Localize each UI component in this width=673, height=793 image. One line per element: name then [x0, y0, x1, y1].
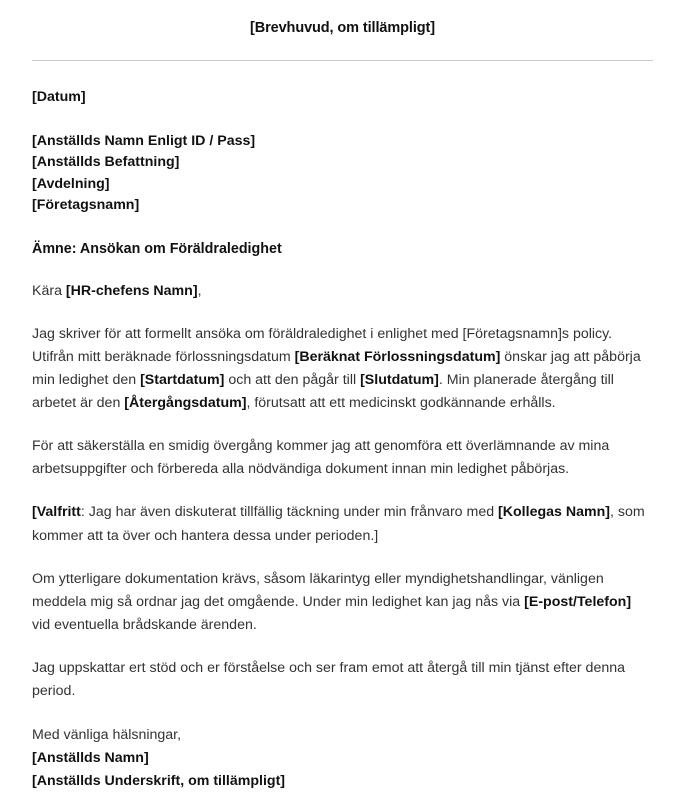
text-run: . Min planerade återgång till arbetet är den [32, 371, 614, 412]
text-run: Jag uppskattar ert stöd och er förståelse och ser fram emot att återgå till min tjänst efter denna period. [32, 660, 626, 700]
placeholder-token: [Kollegas Namn] [498, 504, 610, 521]
recipient-line: [Avdelning] [32, 175, 110, 192]
recipient-block [32, 131, 653, 217]
text-run: vid eventuella brådskande ärenden. [32, 617, 257, 634]
paragraph-gratitude [32, 657, 653, 703]
salutation-placeholder: [HR-chefens Namn] [65, 283, 198, 300]
text-run: För att säkerställa en smidig övergång kommer jag att genomföra ett överlämnande av mina arbetsuppgifter och förbereda alla nödvändiga dokument innan min ledighet påbörjas. [32, 438, 610, 478]
closing-block [32, 724, 653, 793]
letter-body [32, 323, 653, 704]
signature-line-placeholder: [Anställds Underskrift, om tillämpligt] [32, 773, 286, 790]
subject-line: Ämne: Ansökan om Föräldraledighet [32, 240, 282, 257]
date-placeholder: [Datum] [32, 89, 86, 106]
paragraph-handover [32, 435, 653, 481]
text-run: Jag skriver för att formellt ansöka om föräldraledighet i enlighet med [Företagsnamn]s policy. Utifrån mitt beräknade förlossningsdatum [32, 325, 613, 365]
text-run: : Jag har även diskuterat tillfällig täckning under min frånvaro med [80, 504, 499, 521]
text-run: Om ytterligare dokumentation krävs, såsom läkarintyg eller myndighetshandlingar, vänligen meddela mig så ordnar jag det omgående. Under min ledighet kan jag nås via [32, 570, 604, 610]
text-run: , förutsatt att ett medicinskt godkännande erhålls. [246, 395, 556, 412]
letterhead-placeholder: [Brevhuvud, om tillämpligt] [249, 20, 435, 36]
recipient-line: [Anställds Befattning] [32, 154, 180, 171]
text-run: önskar jag att påbörja min ledighet den [32, 348, 641, 388]
signature-name-placeholder: [Anställds Namn] [32, 750, 149, 767]
salutation [32, 281, 653, 302]
placeholder-token: [E-post/Telefon] [524, 593, 632, 610]
paragraph-documentation [32, 568, 653, 637]
salutation-suffix: , [197, 283, 202, 300]
placeholder-token: [Startdatum] [140, 371, 225, 388]
placeholder-token: [Beräknat Förlossningsdatum] [294, 348, 501, 365]
placeholder-token: [Valfritt [32, 504, 81, 521]
recipient-line: [Företagsnamn] [32, 197, 140, 214]
valediction: Med vänliga hälsningar, [32, 727, 182, 744]
paragraph-intro [32, 323, 653, 416]
header-divider [32, 60, 653, 61]
salutation-prefix: Kära [32, 283, 66, 300]
paragraph-optional-cover [32, 501, 653, 547]
placeholder-token: [Slutdatum] [360, 371, 439, 388]
placeholder-token: [Återgångsdatum] [124, 395, 247, 412]
text-run: och att den pågår till [224, 371, 361, 388]
recipient-line: [Anställds Namn Enligt ID / Pass] [32, 132, 256, 149]
text-run: , som kommer att ta över och hantera dessa under perioden.] [32, 504, 645, 544]
